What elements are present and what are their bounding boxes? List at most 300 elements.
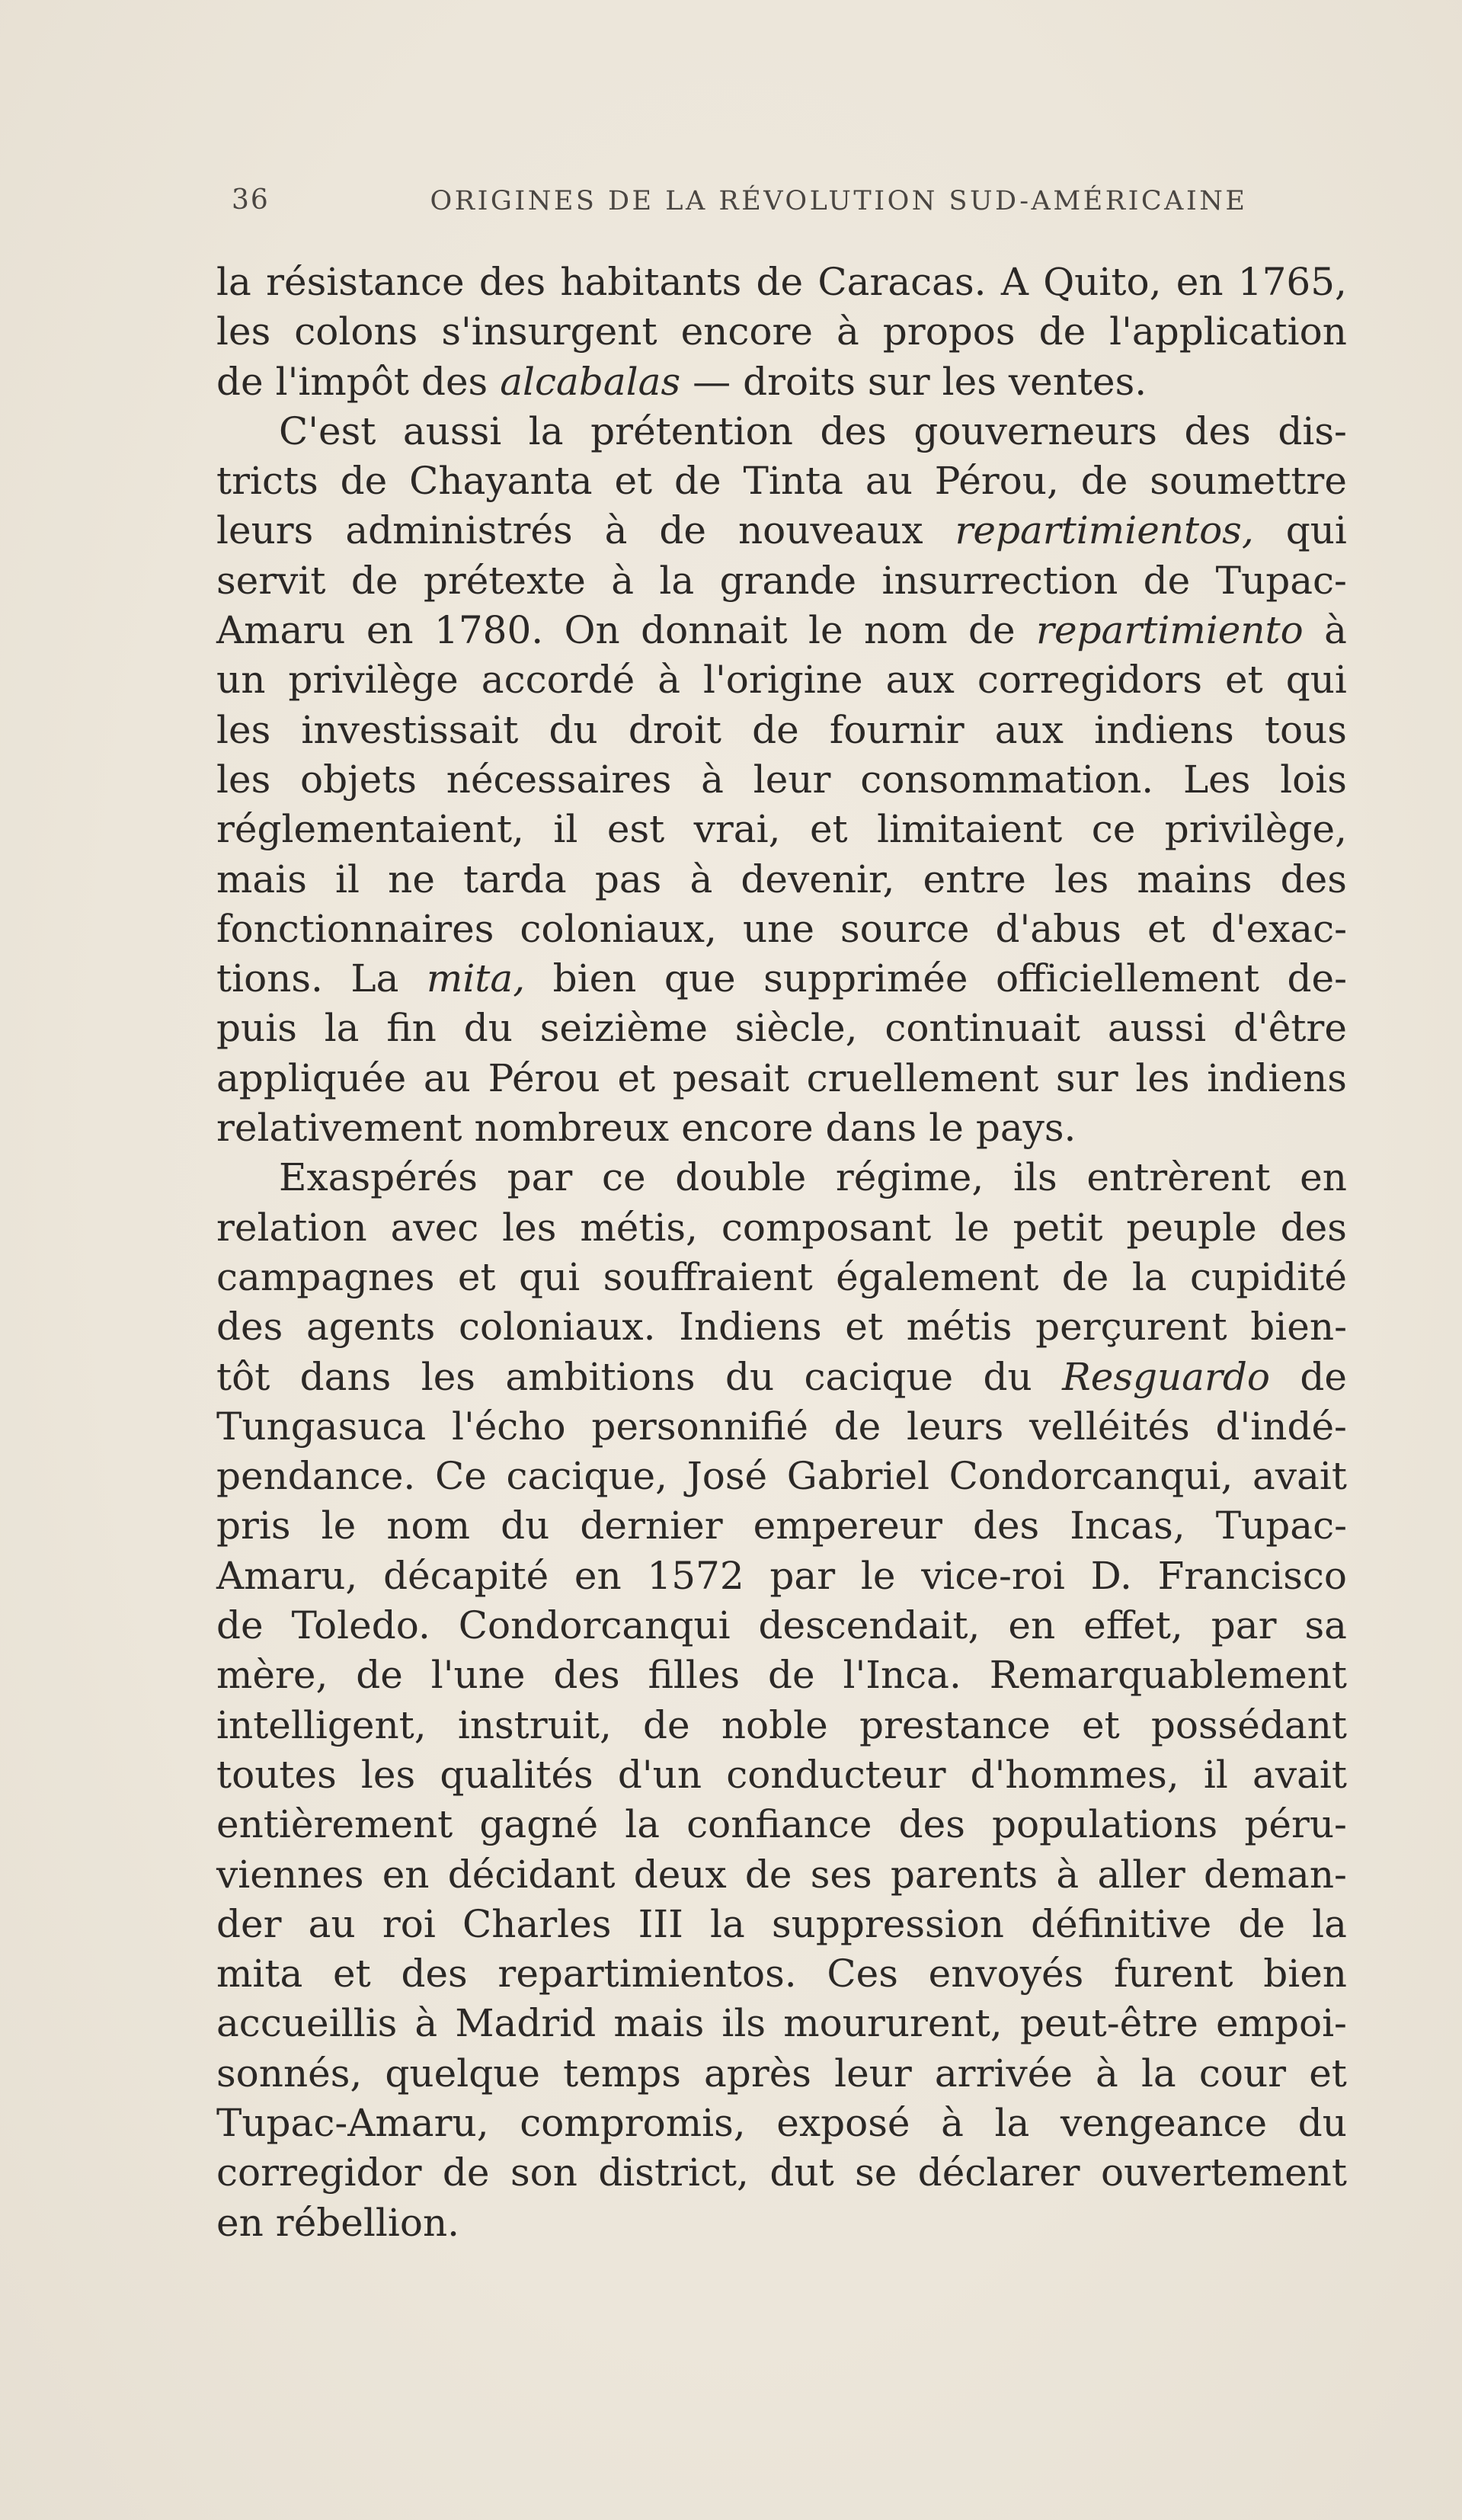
word: aux — [885, 658, 955, 703]
word: vrai, — [693, 807, 781, 852]
word: On — [564, 608, 620, 653]
word: tarda — [463, 857, 567, 901]
word: à — [414, 2001, 438, 2046]
word: et — [1309, 2051, 1347, 2096]
word: pesait — [672, 1055, 789, 1100]
word: du — [1297, 2100, 1347, 2145]
text-line — [216, 1501, 1347, 1551]
word: métis, — [580, 1205, 698, 1250]
word: ses — [810, 1852, 872, 1897]
italic-word: Resguardo — [1062, 1354, 1271, 1399]
word: l'écho — [451, 1404, 566, 1449]
word: est — [606, 807, 665, 852]
word: par — [1211, 1603, 1277, 1648]
word: arrivée — [934, 2051, 1073, 2096]
word: avait — [1252, 1454, 1347, 1499]
word: avec — [390, 1205, 479, 1250]
word: Les — [1182, 757, 1251, 802]
word: Pérou — [488, 1055, 600, 1100]
word: coloniaux, — [520, 906, 717, 951]
word: les — [216, 757, 271, 802]
word: nouveaux — [737, 508, 923, 553]
word: fonctionnaires — [216, 906, 494, 951]
word: les — [1054, 857, 1109, 901]
word: vice-roi — [921, 1553, 1065, 1598]
word: cour — [1198, 2051, 1287, 2096]
word: à — [1096, 2051, 1118, 2096]
word: gouverneurs — [913, 408, 1157, 453]
word: mains — [1137, 857, 1252, 901]
word: se — [855, 2150, 897, 2195]
word: Francisco — [1157, 1553, 1347, 1598]
word: en — [366, 608, 414, 653]
word: insurrection — [881, 558, 1118, 603]
word: empereur — [753, 1503, 942, 1548]
word: de — [756, 260, 804, 304]
word: leurs — [906, 1404, 1004, 1449]
word: la — [324, 1006, 360, 1051]
text-line — [216, 755, 1347, 805]
text-line — [216, 905, 1347, 954]
word: la — [1140, 2051, 1176, 2096]
word: les — [421, 1354, 475, 1399]
word: prétexte — [423, 558, 586, 603]
word: de — [968, 608, 1016, 653]
text-line — [216, 1153, 1347, 1202]
running-title: ORIGINES DE LA RÉVOLUTION SUD-AMÉRICAINE — [430, 186, 1248, 216]
word: Condorcanqui, — [949, 1454, 1233, 1499]
word: Quito, — [1043, 260, 1162, 304]
word: suppression — [771, 1901, 1004, 1946]
word: le — [860, 1553, 896, 1598]
word: investissait — [301, 707, 519, 752]
word: mita — [216, 1952, 303, 1996]
word: mais — [613, 2001, 705, 2046]
word: des — [216, 1305, 283, 1350]
word: décapité — [383, 1553, 549, 1598]
word: au — [423, 1055, 471, 1100]
word: sonnés, — [216, 2051, 363, 2096]
page-number: 36 — [232, 184, 270, 216]
word: d'être — [1233, 1006, 1347, 1051]
word: appliquée — [216, 1055, 407, 1100]
text-line — [216, 258, 1347, 307]
running-head — [0, 184, 1462, 230]
word: 1572 — [647, 1553, 744, 1598]
word: de — [340, 459, 388, 504]
word: la — [1312, 1901, 1347, 1946]
word: Madrid — [455, 2001, 597, 2046]
word: Tupac-Amaru, — [216, 2100, 489, 2145]
word: Gabriel — [786, 1454, 929, 1499]
word: Amaru — [216, 608, 346, 653]
word: accueillis — [216, 2001, 398, 2046]
word: à — [1056, 1852, 1080, 1897]
word: d'abus — [995, 906, 1121, 951]
word: à — [689, 857, 713, 901]
text-line — [216, 1103, 1347, 1153]
word: en — [574, 1553, 622, 1598]
word: administrés — [345, 508, 573, 553]
word: supprimée — [763, 956, 968, 1001]
word: agents — [306, 1305, 436, 1350]
word: et — [1081, 1702, 1120, 1747]
word: empoi- — [1215, 2001, 1347, 2046]
word: privilège — [288, 658, 459, 703]
word: de — [833, 1404, 881, 1449]
word: devenir, — [741, 857, 895, 901]
word: péru- — [1244, 1802, 1347, 1847]
word: peut-être — [1019, 2001, 1198, 2046]
text-line — [216, 1054, 1347, 1103]
word: conducteur — [726, 1752, 946, 1797]
word: des — [898, 1802, 965, 1847]
word: colons — [294, 309, 418, 354]
word: relation — [216, 1205, 367, 1250]
word: leur — [753, 757, 831, 802]
word: régime, — [835, 1155, 984, 1200]
text-line — [216, 1353, 1347, 1402]
word: l'impôt — [275, 359, 409, 404]
word: cupidité — [1190, 1254, 1347, 1299]
word: tions. — [216, 956, 323, 1001]
word: temps — [563, 2051, 681, 2096]
text-line — [216, 357, 1347, 407]
word: La — [350, 956, 399, 1001]
text-line — [216, 1551, 1347, 1601]
word: et — [1147, 906, 1185, 951]
word: moururent, — [783, 2001, 1003, 2046]
word: à — [604, 508, 628, 553]
word: velléités — [1029, 1404, 1190, 1449]
word: au — [865, 459, 913, 504]
word: dans — [825, 1106, 917, 1151]
word: corregidor — [216, 2150, 422, 2195]
word: mais — [216, 857, 307, 901]
word: compromis, — [520, 2100, 746, 2145]
word: habitants — [560, 260, 742, 304]
word: consommation. — [860, 757, 1154, 802]
word: propos — [882, 309, 1016, 354]
word: des — [421, 359, 488, 404]
word: siècle, — [734, 1006, 858, 1051]
word: la — [216, 260, 251, 304]
text-line — [216, 1452, 1347, 1501]
text-line — [216, 1900, 1347, 1949]
text-line — [216, 1004, 1347, 1053]
word: deux — [633, 1852, 727, 1897]
italic-word: repartimientos, — [955, 508, 1254, 553]
word: résistance — [266, 260, 465, 304]
word: de — [1238, 1901, 1285, 1946]
word: pendance. — [216, 1454, 416, 1499]
word: ne — [388, 857, 435, 901]
word: les — [360, 1752, 416, 1797]
word: de — [216, 359, 264, 404]
word: d'exac- — [1211, 906, 1347, 951]
word: fin — [386, 1006, 437, 1051]
word: de — [752, 707, 799, 752]
word: définitive — [1031, 1901, 1212, 1946]
word: du — [549, 707, 598, 752]
word: Tinta — [743, 459, 843, 504]
word: et — [614, 459, 653, 504]
text-line — [216, 855, 1347, 905]
word: entièrement — [216, 1802, 453, 1847]
word: aux — [994, 707, 1064, 752]
word: entre — [923, 857, 1026, 901]
word: la — [1131, 1254, 1167, 1299]
word: mère, — [216, 1653, 328, 1698]
word: Caracas. — [817, 260, 987, 304]
word: de — [216, 1603, 264, 1648]
text-line — [216, 2049, 1347, 2099]
text-line — [216, 2198, 1347, 2248]
text-line — [216, 1850, 1347, 1900]
word: III — [638, 1901, 683, 1946]
word: fournir — [829, 707, 965, 752]
word: Pérou, — [934, 459, 1059, 504]
word: en — [216, 2200, 264, 2245]
word: il — [1203, 1752, 1228, 1797]
word: José — [686, 1454, 768, 1499]
word: effet, — [1083, 1603, 1183, 1648]
word: de — [674, 459, 721, 504]
word: C'est — [279, 408, 376, 453]
word: et — [809, 807, 848, 852]
word: noble — [721, 1702, 828, 1747]
word: Amaru, — [216, 1553, 358, 1598]
word: le — [955, 1205, 990, 1250]
word: bien- — [1250, 1305, 1347, 1350]
word: par — [769, 1553, 836, 1598]
word: petit — [1013, 1205, 1103, 1250]
word: soumettre — [1150, 459, 1347, 504]
word: ouvertement — [1100, 2150, 1347, 2195]
word: Incas, — [1070, 1503, 1185, 1548]
text-line — [216, 1253, 1347, 1302]
word: d'indé- — [1215, 1404, 1347, 1449]
word: ils — [721, 2001, 766, 2046]
word: le — [321, 1503, 357, 1548]
text-line — [216, 307, 1347, 357]
word: populations — [992, 1802, 1218, 1847]
word: puis — [216, 1006, 297, 1051]
text-line — [216, 1601, 1347, 1651]
word: objets — [300, 757, 417, 802]
word: vengeance — [1060, 2100, 1268, 2145]
word: sur — [1055, 1055, 1118, 1100]
word: officiellement — [995, 956, 1260, 1001]
word: les — [216, 309, 271, 354]
word: en — [1176, 260, 1224, 304]
word: accordé — [481, 658, 635, 703]
text-line — [216, 456, 1347, 506]
word: intelligent, — [216, 1702, 427, 1747]
word: toutes — [216, 1752, 337, 1797]
word: repartimientos. — [497, 1952, 797, 1996]
word: nombreux — [474, 1106, 670, 1151]
word: ce — [602, 1155, 646, 1200]
word: de — [1061, 1254, 1109, 1299]
word: quelque — [385, 2051, 541, 2096]
word: grande — [719, 558, 857, 603]
word: et — [333, 1952, 371, 1996]
word: Indiens — [679, 1305, 822, 1350]
word: et — [1225, 658, 1263, 703]
word: le — [929, 1106, 964, 1151]
word: confiance — [686, 1802, 872, 1847]
word: encore — [681, 1106, 814, 1151]
word: furent — [1113, 1952, 1233, 1996]
word: de — [350, 558, 398, 603]
word: pas — [594, 857, 662, 901]
word: Exaspérés — [279, 1155, 478, 1200]
word: cacique — [804, 1354, 954, 1399]
word: 1780. — [434, 608, 544, 653]
text-line — [216, 1402, 1347, 1452]
word: droit — [628, 707, 721, 752]
word: — — [693, 359, 731, 404]
word: les — [1135, 1055, 1190, 1100]
word: campagnes — [216, 1254, 435, 1299]
word: à — [611, 558, 635, 603]
word: sur — [867, 359, 930, 404]
word: son — [510, 2150, 577, 2195]
word: par — [507, 1155, 573, 1200]
word: continuait — [885, 1006, 1081, 1051]
word: bien — [1263, 1952, 1347, 1996]
word: avait — [1252, 1752, 1347, 1797]
word: aussi — [1107, 1006, 1207, 1051]
word: descendait, — [758, 1603, 981, 1648]
word: lois — [1280, 757, 1347, 802]
word: et — [457, 1254, 496, 1299]
word: de — [744, 1852, 792, 1897]
word: relativement — [216, 1106, 462, 1151]
word: ventes. — [1008, 359, 1147, 404]
word: la — [994, 2100, 1030, 2145]
word: également — [836, 1254, 1039, 1299]
word: de — [1080, 459, 1128, 504]
word: Chayanta — [409, 459, 593, 504]
text-line — [216, 954, 1347, 1004]
word: cruellement — [806, 1055, 1039, 1100]
word: dis- — [1278, 408, 1347, 453]
word: dernier — [580, 1503, 723, 1548]
text-line — [216, 805, 1347, 854]
word: Remarquablement — [989, 1653, 1347, 1698]
word: personnifié — [591, 1404, 808, 1449]
word: du — [463, 1006, 513, 1051]
word: D. — [1090, 1553, 1132, 1598]
word: deman- — [1204, 1852, 1347, 1897]
word: de — [1143, 558, 1191, 603]
word: ils — [1013, 1155, 1057, 1200]
word: les — [942, 359, 997, 404]
word: seizième — [539, 1006, 708, 1051]
word: leurs — [216, 508, 314, 553]
word: des — [820, 408, 887, 453]
word: du — [983, 1354, 1032, 1399]
text-line — [216, 556, 1347, 606]
word: qualités — [440, 1752, 593, 1797]
word: composant — [721, 1205, 932, 1250]
word: d'un — [617, 1752, 702, 1797]
word: des — [1280, 1205, 1347, 1250]
word: source — [840, 906, 970, 951]
word: en — [1300, 1155, 1347, 1200]
word: entrèrent — [1086, 1155, 1271, 1200]
word: roi — [382, 1901, 436, 1946]
word: en — [1008, 1603, 1056, 1648]
word: aller — [1097, 1852, 1185, 1897]
word: instruit, — [457, 1702, 612, 1747]
word: la — [625, 1802, 661, 1847]
text-line — [216, 1651, 1347, 1700]
word: le — [808, 608, 843, 653]
word: limitaient — [877, 807, 1063, 852]
word: souffraient — [603, 1254, 813, 1299]
word: de — [442, 2150, 490, 2195]
word: les — [216, 707, 271, 752]
word: de — [1038, 309, 1086, 354]
word: qui — [1285, 508, 1347, 553]
word: filles — [648, 1653, 741, 1698]
word: pris — [216, 1503, 291, 1548]
word: leur — [834, 2051, 912, 2096]
word: la — [659, 558, 695, 603]
word: envoyés — [928, 1952, 1084, 1996]
word: de — [1300, 1354, 1347, 1399]
word: exposé — [776, 2100, 910, 2145]
word: au — [308, 1901, 356, 1946]
word: un — [216, 658, 266, 703]
word: tous — [1264, 707, 1347, 752]
word: de — [643, 1702, 690, 1747]
word: en — [382, 1852, 430, 1897]
text-line — [216, 2148, 1347, 2198]
word: des — [972, 1503, 1040, 1548]
word: de- — [1287, 956, 1347, 1001]
word: encore — [680, 309, 813, 354]
word: à — [657, 658, 681, 703]
word: rébellion. — [275, 2200, 460, 2245]
word: ce — [1091, 807, 1136, 852]
word: d'hommes, — [970, 1752, 1179, 1797]
word: possédant — [1150, 1702, 1347, 1747]
word: ambitions — [505, 1354, 696, 1399]
word: l'origine — [703, 658, 863, 703]
text-line — [216, 1800, 1347, 1849]
word: corregidors — [977, 658, 1202, 703]
word: après — [704, 2051, 811, 2096]
word: qui — [1285, 658, 1347, 703]
word: l'Inca. — [843, 1653, 961, 1698]
word: tricts — [216, 459, 318, 504]
word: Ce — [434, 1454, 487, 1499]
italic-word: repartimiento — [1036, 608, 1304, 653]
word: il — [335, 857, 360, 901]
word: des — [1184, 408, 1251, 453]
text-line — [216, 1949, 1347, 1999]
word: qui — [519, 1254, 581, 1299]
word: dans — [299, 1354, 392, 1399]
word: des — [1280, 857, 1347, 901]
text-line — [216, 1701, 1347, 1750]
word: s'insurgent — [441, 309, 657, 354]
word: prestance — [859, 1702, 1051, 1747]
